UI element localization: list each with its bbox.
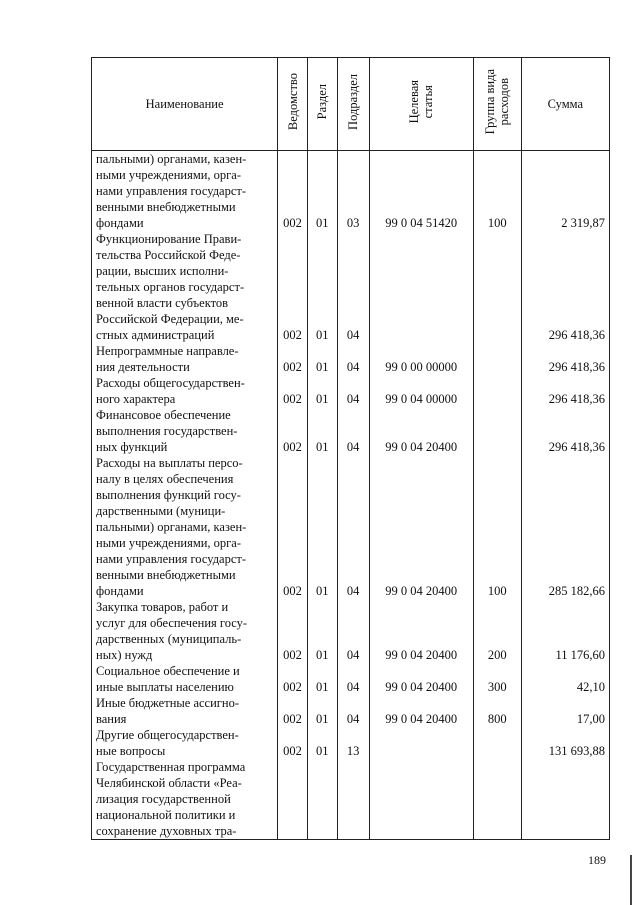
name-line: Закупка товаров, работ и <box>96 600 229 614</box>
name-line: фондами <box>96 584 144 598</box>
row-celevaya-cell: 99 0 04 00000 <box>369 375 473 407</box>
row-razdel-cell: 01 <box>307 151 337 232</box>
name-line: венными внебюджетными <box>96 200 236 214</box>
table-row <box>92 663 610 695</box>
name-line: дарственных (муниципаль- <box>96 632 242 646</box>
name-line: Расходы общегосударствен- <box>96 376 245 390</box>
row-summa-cell: 296 418,36 <box>521 375 609 407</box>
name-line: фондами <box>96 216 144 230</box>
row-razdel-cell: 01 <box>307 343 337 375</box>
name-line: выполнения функций госу- <box>96 488 241 502</box>
row-celevaya-cell: 99 0 04 20400 <box>369 599 473 663</box>
row-celevaya-cell <box>369 727 473 759</box>
name-line: иные выплаты населению <box>96 680 234 694</box>
row-vedomstvo-cell: 002 <box>278 599 308 663</box>
row-podrazdel-cell: 13 <box>337 727 369 759</box>
row-vedomstvo-cell: 002 <box>278 455 308 599</box>
row-celevaya-cell <box>369 231 473 343</box>
row-gruppa-cell <box>473 231 521 343</box>
table-body <box>92 151 610 840</box>
row-razdel-cell: 01 <box>307 375 337 407</box>
name-line: налу в целях обеспечения <box>96 472 234 486</box>
row-vedomstvo-cell: 002 <box>278 375 308 407</box>
row-vedomstvo-cell: 002 <box>278 151 308 232</box>
row-celevaya-cell: 99 0 04 51420 <box>369 151 473 232</box>
name-line: выполнения государствен- <box>96 424 238 438</box>
header-name: Наименование <box>92 58 278 151</box>
row-name-cell <box>92 759 278 840</box>
name-line: ных) нужд <box>96 648 153 662</box>
name-line: венными внебюджетными <box>96 568 236 582</box>
header-gruppa-vida-rashodov: Группа вида расходов <box>473 58 521 151</box>
row-podrazdel-cell: 04 <box>337 375 369 407</box>
row-vedomstvo-cell: 002 <box>278 231 308 343</box>
table-row <box>92 151 610 232</box>
row-name-cell <box>92 407 278 455</box>
row-celevaya-cell: 99 0 00 00000 <box>369 343 473 375</box>
row-podrazdel-cell: 04 <box>337 231 369 343</box>
row-razdel-cell: 01 <box>307 231 337 343</box>
row-podrazdel-cell: 03 <box>337 151 369 232</box>
row-gruppa-cell <box>473 375 521 407</box>
row-celevaya-cell: 99 0 04 20400 <box>369 455 473 599</box>
name-line: ного характера <box>96 392 176 406</box>
row-vedomstvo-cell: 002 <box>278 727 308 759</box>
name-line: национальной политики и <box>96 808 236 822</box>
row-gruppa-cell <box>473 759 521 840</box>
row-name-cell <box>92 375 278 407</box>
table-row <box>92 343 610 375</box>
name-line: Челябинской области «Реа- <box>96 776 242 790</box>
row-podrazdel-cell: 04 <box>337 695 369 727</box>
header-razdel: Раздел <box>307 58 337 151</box>
table-header <box>92 58 610 151</box>
row-razdel-cell: 01 <box>307 695 337 727</box>
header-vedomstvo: Ведомство <box>278 58 308 151</box>
table-row <box>92 375 610 407</box>
row-name-cell <box>92 151 278 232</box>
row-name-cell <box>92 727 278 759</box>
row-razdel-cell: 01 <box>307 727 337 759</box>
row-celevaya-cell: 99 0 04 20400 <box>369 407 473 455</box>
row-podrazdel-cell: 04 <box>337 663 369 695</box>
row-podrazdel-cell: 04 <box>337 599 369 663</box>
row-celevaya-cell <box>369 759 473 840</box>
name-line: Функционирование Прави- <box>96 232 242 246</box>
name-line: лизация государственной <box>96 792 231 806</box>
row-podrazdel-cell <box>337 759 369 840</box>
row-gruppa-cell <box>473 727 521 759</box>
row-gruppa-cell: 100 <box>473 455 521 599</box>
row-summa-cell: 296 418,36 <box>521 407 609 455</box>
row-podrazdel-cell: 04 <box>337 407 369 455</box>
row-razdel-cell: 01 <box>307 663 337 695</box>
header-celevaya-statya: Целевая статья <box>369 58 473 151</box>
name-line: услуг для обеспечения госу- <box>96 616 248 630</box>
budget-table <box>91 57 610 840</box>
row-vedomstvo-cell: 002 <box>278 343 308 375</box>
name-line: Непрограммные направле- <box>96 344 239 358</box>
name-line: венной власти субъектов <box>96 296 229 310</box>
row-summa-cell: 131 693,88 <box>521 727 609 759</box>
row-name-cell <box>92 231 278 343</box>
name-line: ния деятельности <box>96 360 190 374</box>
row-razdel-cell <box>307 759 337 840</box>
name-line: пальными) органами, казен- <box>96 520 247 534</box>
page-number: 189 <box>588 853 606 867</box>
name-line: ных функций <box>96 440 168 454</box>
name-line: тельства Российской Феде- <box>96 248 241 262</box>
row-gruppa-cell: 800 <box>473 695 521 727</box>
row-celevaya-cell: 99 0 04 20400 <box>369 695 473 727</box>
row-name-cell <box>92 663 278 695</box>
row-razdel-cell: 01 <box>307 407 337 455</box>
name-line: рации, высших исполни- <box>96 264 229 278</box>
row-podrazdel-cell: 04 <box>337 343 369 375</box>
table-row <box>92 599 610 663</box>
row-gruppa-cell <box>473 343 521 375</box>
table-row <box>92 231 610 343</box>
row-vedomstvo-cell: 002 <box>278 695 308 727</box>
row-celevaya-cell: 99 0 04 20400 <box>369 663 473 695</box>
name-line: дарственными (муници- <box>96 504 226 518</box>
row-vedomstvo-cell: 002 <box>278 663 308 695</box>
name-line: тельных органов государст- <box>96 280 245 294</box>
row-summa-cell: 17,00 <box>521 695 609 727</box>
row-summa-cell: 2 319,87 <box>521 151 609 232</box>
row-vedomstvo-cell: 002 <box>278 407 308 455</box>
row-razdel-cell: 01 <box>307 455 337 599</box>
row-gruppa-cell: 100 <box>473 151 521 232</box>
name-line: Социальное обеспечение и <box>96 664 240 678</box>
name-line: нами управления государст- <box>96 184 247 198</box>
row-name-cell <box>92 455 278 599</box>
row-summa-cell: 296 418,36 <box>521 343 609 375</box>
row-summa-cell <box>521 759 609 840</box>
row-gruppa-cell: 200 <box>473 599 521 663</box>
name-line: ные вопросы <box>96 744 166 758</box>
name-line: Иные бюджетные ассигно- <box>96 696 240 710</box>
table-row <box>92 455 610 599</box>
row-summa-cell: 11 176,60 <box>521 599 609 663</box>
row-summa-cell: 296 418,36 <box>521 231 609 343</box>
row-summa-cell: 285 182,66 <box>521 455 609 599</box>
header-podrazdel: Подраздел <box>337 58 369 151</box>
name-line: ными учреждениями, орга- <box>96 168 242 182</box>
name-line: Расходы на выплаты персо- <box>96 456 243 470</box>
table-row <box>92 407 610 455</box>
row-podrazdel-cell: 04 <box>337 455 369 599</box>
table-row <box>92 759 610 840</box>
row-vedomstvo-cell <box>278 759 308 840</box>
row-name-cell <box>92 599 278 663</box>
name-line: стных администраций <box>96 328 215 342</box>
row-name-cell <box>92 343 278 375</box>
name-line: вания <box>96 712 127 726</box>
name-line: нами управления государст- <box>96 552 247 566</box>
scan-edge-mark <box>630 855 632 905</box>
name-line: Другие общегосударствен- <box>96 728 239 742</box>
header-summa: Сумма <box>521 58 609 151</box>
row-gruppa-cell: 300 <box>473 663 521 695</box>
name-line: Финансовое обеспечение <box>96 408 231 422</box>
name-line: ными учреждениями, орга- <box>96 536 242 550</box>
row-summa-cell: 42,10 <box>521 663 609 695</box>
name-line: Государственная программа <box>96 760 246 774</box>
row-razdel-cell: 01 <box>307 599 337 663</box>
name-line: Российской Федерации, ме- <box>96 312 244 326</box>
table-row <box>92 695 610 727</box>
table-row <box>92 727 610 759</box>
row-name-cell <box>92 695 278 727</box>
name-line: сохранение духовных тра- <box>96 824 237 838</box>
name-line: пальными) органами, казен- <box>96 152 247 166</box>
row-gruppa-cell <box>473 407 521 455</box>
